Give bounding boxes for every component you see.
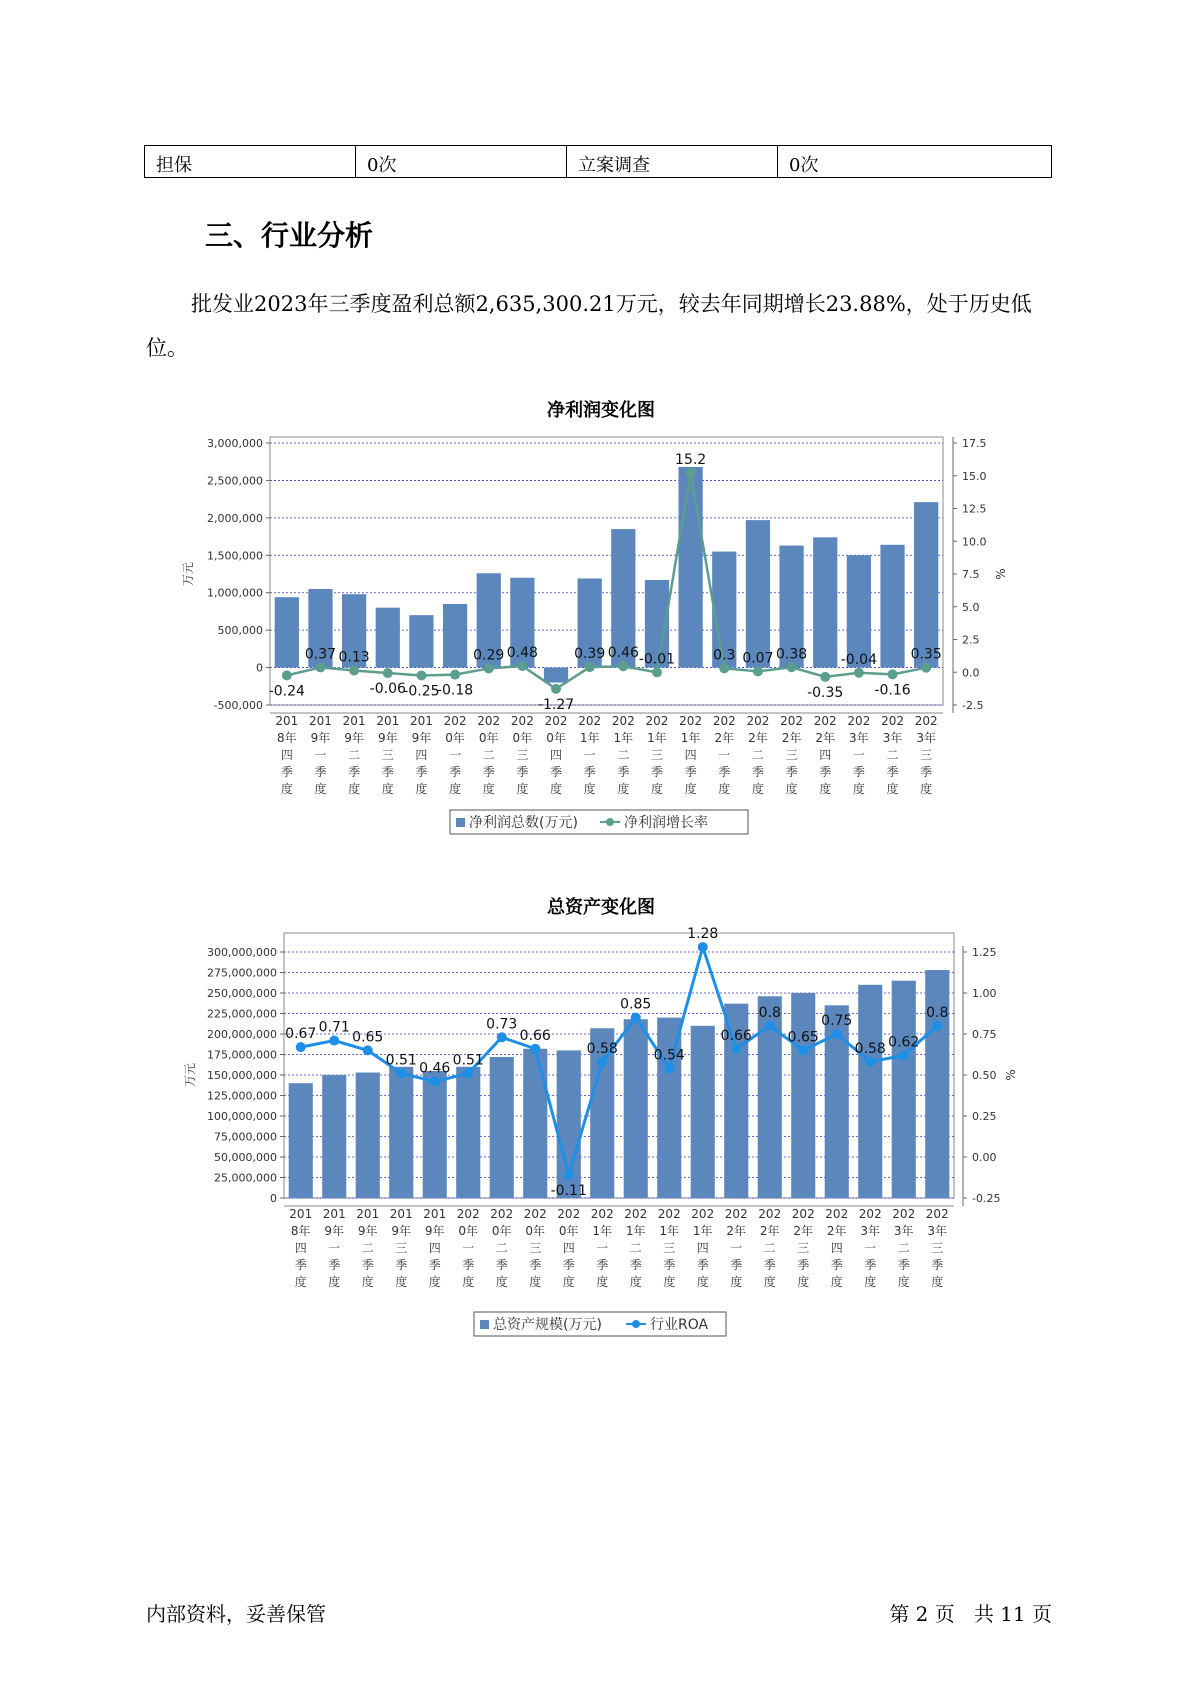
line-point: [564, 1170, 574, 1180]
y-tick-label: 0: [256, 661, 263, 675]
data-label: 0.58: [586, 1040, 618, 1057]
data-label: -0.18: [436, 682, 474, 699]
bar: [443, 604, 467, 668]
y2-tick-label: 0.25: [972, 1110, 997, 1123]
data-label: 0.8: [758, 1004, 781, 1021]
x-tick-label: 202 1年三季度: [657, 1207, 681, 1289]
y-tick-label: 1,000,000: [207, 586, 263, 600]
x-tick-label: 202 1年四季度: [691, 1207, 715, 1289]
bar: [322, 1075, 346, 1198]
x-tick-label: 202 1年一季度: [590, 1207, 614, 1289]
line-point: [597, 1057, 607, 1067]
x-tick-label: 201 9年三季度: [376, 714, 400, 796]
y-tick-label: 150,000,000: [207, 1069, 277, 1082]
legend-line-marker: [606, 818, 614, 826]
data-label: 0.07: [742, 650, 774, 667]
x-tick-label: 202 0年一季度: [456, 1207, 480, 1289]
data-label: 0.73: [486, 1016, 518, 1033]
y2-tick-label: 2.5: [962, 633, 980, 647]
data-label: 0.39: [574, 646, 606, 663]
y-axis-label: 万元: [183, 1062, 197, 1088]
bar: [880, 545, 904, 668]
data-label: 0.75: [821, 1013, 853, 1029]
y2-tick-label: 1.25: [972, 946, 997, 959]
data-label: -0.24: [268, 683, 305, 700]
x-tick-label: 202 2年四季度: [813, 714, 837, 796]
y-tick-label: -500,000: [213, 699, 263, 712]
y-tick-label: 200,000,000: [207, 1028, 277, 1041]
data-label: 0.62: [888, 1034, 920, 1051]
y-tick-label: 2,000,000: [207, 511, 263, 525]
y-tick-label: 300,000,000: [207, 946, 277, 959]
line-point: [463, 1068, 473, 1078]
x-tick-label: 201 8年四季度: [275, 714, 299, 796]
data-label: 0.58: [854, 1040, 886, 1057]
x-tick-label: 202 1年四季度: [679, 714, 703, 796]
line-point: [899, 1050, 909, 1060]
data-label: -0.25: [403, 683, 440, 700]
bar: [892, 981, 916, 1198]
line-point: [787, 662, 797, 672]
data-label: -0.11: [550, 1183, 587, 1200]
data-label: 0.66: [519, 1027, 551, 1044]
x-tick-label: 202 3年三季度: [914, 714, 938, 796]
data-label: 0.65: [352, 1029, 384, 1046]
data-label: 0.54: [653, 1047, 685, 1064]
line-point: [315, 662, 325, 672]
line-point: [396, 1068, 406, 1078]
x-tick-label: 202 3年一季度: [847, 714, 871, 796]
x-tick-label: 202 0年三季度: [510, 714, 534, 796]
bar: [657, 1018, 681, 1198]
bar: [456, 1067, 480, 1198]
line-point: [497, 1032, 507, 1042]
line-point: [932, 1021, 942, 1031]
y-tick-label: 3,000,000: [207, 437, 263, 450]
legend-line-label: 行业ROA: [650, 1317, 709, 1333]
x-tick-label: 202 1年二季度: [624, 1207, 648, 1289]
y-tick-label: 500,000: [217, 624, 263, 638]
legend-bar-label: 净利润总数(万元): [469, 815, 578, 831]
line-point: [631, 1013, 641, 1023]
x-tick-label: 201 9年三季度: [389, 1207, 413, 1289]
x-tick-label: 202 0年二季度: [477, 714, 501, 796]
x-tick-label: 202 0年三季度: [523, 1207, 547, 1289]
data-label: 1.28: [687, 926, 719, 943]
x-tick-label: 202 0年四季度: [544, 714, 568, 796]
y2-tick-label: 10.0: [962, 535, 987, 549]
x-tick-label: 201 9年二季度: [342, 714, 366, 796]
bar: [356, 1073, 380, 1198]
data-label: 0.51: [452, 1052, 484, 1069]
y2-axis-label: %: [1004, 1069, 1018, 1081]
data-label: -1.27: [537, 696, 575, 713]
line-point: [383, 668, 393, 678]
y2-tick-label: 12.5: [962, 502, 987, 516]
line-point: [865, 1057, 875, 1067]
y-tick-label: 2,500,000: [207, 474, 263, 488]
legend-line-label: 净利润增长率: [624, 815, 708, 831]
x-tick-label: 201 9年一季度: [322, 1207, 346, 1289]
bar: [847, 555, 871, 667]
bar: [275, 597, 299, 667]
x-tick-label: 202 3年二季度: [892, 1207, 916, 1289]
x-tick-label: 202 2年一季度: [724, 1207, 748, 1289]
line-point: [484, 663, 494, 673]
data-label: 0.13: [338, 649, 370, 666]
x-tick-label: 202 2年一季度: [712, 714, 736, 796]
bar: [624, 1019, 648, 1198]
table-cell: 0次: [778, 146, 1052, 178]
data-label: -0.16: [874, 682, 911, 699]
data-label: 0.65: [787, 1029, 819, 1046]
bar: [376, 608, 400, 668]
table-cell: 担保: [145, 146, 356, 178]
line-point: [416, 671, 426, 681]
bar: [409, 615, 433, 667]
x-tick-label: 202 2年三季度: [791, 1207, 815, 1289]
bar: [679, 467, 703, 668]
chart-title-net-profit: 净利润变化图: [547, 400, 655, 421]
y-tick-label: 75,000,000: [214, 1130, 277, 1144]
x-tick-label: 201 9年一季度: [309, 714, 332, 796]
line-point: [618, 661, 628, 671]
x-tick-label: 202 1年一季度: [578, 714, 602, 796]
bar: [858, 985, 882, 1198]
bar: [423, 1071, 447, 1198]
section-heading: 三、行业分析: [205, 219, 374, 252]
line-point: [551, 684, 561, 694]
line-point: [585, 662, 595, 672]
line-point: [753, 666, 763, 676]
legend-bar-swatch: [456, 818, 465, 827]
y2-tick-label: 0.0: [962, 666, 980, 680]
data-label: 0.67: [285, 1026, 317, 1043]
bar: [289, 1083, 313, 1198]
data-label: 0.8: [926, 1004, 949, 1021]
y2-tick-label: 0.75: [972, 1028, 997, 1041]
bar: [914, 502, 938, 667]
y2-tick-label: 7.5: [962, 568, 980, 581]
x-tick-label: 202 2年三季度: [780, 714, 804, 796]
line-point: [530, 1044, 540, 1054]
x-tick-label: 202 2年四季度: [825, 1207, 849, 1289]
net-profit-chart: [180, 425, 1030, 845]
x-tick-label: 202 1年三季度: [645, 714, 669, 796]
bar: [523, 1049, 547, 1198]
y2-tick-label: 17.5: [962, 437, 987, 450]
line-point: [349, 666, 359, 676]
data-label: 0.48: [506, 644, 538, 661]
y-tick-label: 125,000,000: [207, 1089, 277, 1103]
line-point: [296, 1042, 306, 1052]
line-point: [888, 669, 898, 679]
data-label: 0.46: [607, 645, 639, 662]
line-point: [517, 661, 527, 671]
y2-tick-label: 0.50: [972, 1069, 997, 1082]
line-point: [765, 1021, 775, 1031]
data-label: -0.35: [807, 684, 844, 701]
y-tick-label: 275,000,000: [207, 966, 277, 980]
data-label: 0.85: [620, 996, 652, 1013]
bar: [746, 520, 770, 667]
bar: [389, 1067, 413, 1198]
y-tick-label: 100,000,000: [207, 1110, 277, 1123]
x-tick-label: 202 3年三季度: [925, 1207, 949, 1289]
bar: [544, 668, 568, 683]
legend-line-marker: [632, 1320, 640, 1328]
y2-axis-label: %: [994, 568, 1008, 580]
x-tick-label: 202 2年二季度: [746, 714, 770, 796]
section-paragraph: 批发业2023年三季度盈利总额2,635,300.21万元，较去年同期增长23.88%，处于历史低位。: [146, 292, 1032, 360]
line-point: [363, 1045, 373, 1055]
y2-tick-label: 5.0: [962, 600, 980, 614]
bar: [813, 537, 837, 667]
table-cell: 立案调查: [567, 146, 778, 178]
table-cell: 0次: [356, 146, 567, 178]
info-table: [144, 145, 1052, 178]
line-point: [921, 663, 931, 673]
line-point: [698, 942, 708, 952]
y-axis-label: 万元: [181, 561, 195, 587]
line-point: [686, 468, 696, 478]
chart-title-total-assets: 总资产变化图: [547, 897, 655, 918]
line-point: [820, 672, 830, 682]
line-point: [798, 1045, 808, 1055]
y-tick-label: 1,500,000: [207, 549, 263, 563]
line-point: [329, 1036, 339, 1046]
x-tick-label: 202 0年四季度: [557, 1207, 581, 1289]
total-assets-chart: [180, 925, 1030, 1345]
x-tick-label: 202 1年二季度: [611, 714, 635, 796]
data-label: 0.29: [473, 647, 505, 664]
line-point: [664, 1063, 674, 1073]
y2-tick-label: 1.00: [972, 987, 997, 1000]
data-label: 15.2: [675, 452, 707, 469]
footer-right: 第 2 页 共 11 页: [889, 1602, 1052, 1626]
x-tick-label: 201 9年四季度: [409, 714, 433, 796]
data-label: -0.04: [840, 651, 877, 668]
line-point: [430, 1077, 440, 1087]
table-row: [145, 146, 1052, 178]
line-point: [450, 670, 460, 680]
y-tick-label: 225,000,000: [207, 1007, 277, 1021]
x-tick-label: 202 0年二季度: [490, 1207, 514, 1289]
y2-tick-label: 15.0: [962, 469, 987, 483]
legend-bar-swatch: [480, 1320, 489, 1329]
legend-bar-label: 总资产规模(万元): [493, 1317, 602, 1333]
y2-tick-label: -0.25: [972, 1192, 1001, 1205]
line-point: [719, 663, 729, 673]
data-label: 0.38: [775, 646, 808, 663]
x-tick-label: 202 0年一季度: [443, 714, 467, 796]
x-tick-label: 201 9年四季度: [423, 1207, 447, 1289]
y-tick-label: 0: [270, 1192, 277, 1205]
footer-left: 内部资料，妥善保管: [146, 1602, 326, 1626]
line-point: [282, 670, 292, 680]
y-tick-label: 25,000,000: [214, 1171, 277, 1185]
line-point: [832, 1029, 842, 1039]
data-label: 0.37: [304, 646, 337, 663]
data-label: -0.06: [369, 681, 406, 698]
data-label: 0.66: [720, 1027, 752, 1044]
data-label: 0.3: [713, 647, 736, 664]
bar: [691, 1026, 715, 1198]
y2-tick-label: -2.5: [962, 699, 984, 712]
data-label: 0.71: [318, 1019, 350, 1036]
data-label: -0.01: [638, 651, 676, 668]
data-label: 0.35: [910, 646, 942, 663]
x-tick-label: 201 8年四季度: [289, 1207, 313, 1289]
x-tick-label: 202 2年二季度: [758, 1207, 782, 1289]
data-label: 0.51: [385, 1052, 417, 1069]
y-tick-label: 250,000,000: [207, 987, 277, 1000]
line-point: [854, 668, 864, 678]
line-point: [731, 1044, 741, 1054]
y2-tick-label: 0.00: [972, 1151, 997, 1164]
bar: [490, 1057, 514, 1198]
y-tick-label: 50,000,000: [214, 1151, 277, 1164]
x-tick-label: 201 9年二季度: [356, 1207, 380, 1289]
line-point: [652, 667, 662, 677]
data-label: 0.46: [419, 1060, 451, 1077]
x-tick-label: 202 3年二季度: [881, 714, 904, 796]
y-tick-label: 175,000,000: [207, 1048, 277, 1062]
bar: [791, 993, 815, 1198]
x-tick-label: 202 3年一季度: [858, 1207, 882, 1289]
